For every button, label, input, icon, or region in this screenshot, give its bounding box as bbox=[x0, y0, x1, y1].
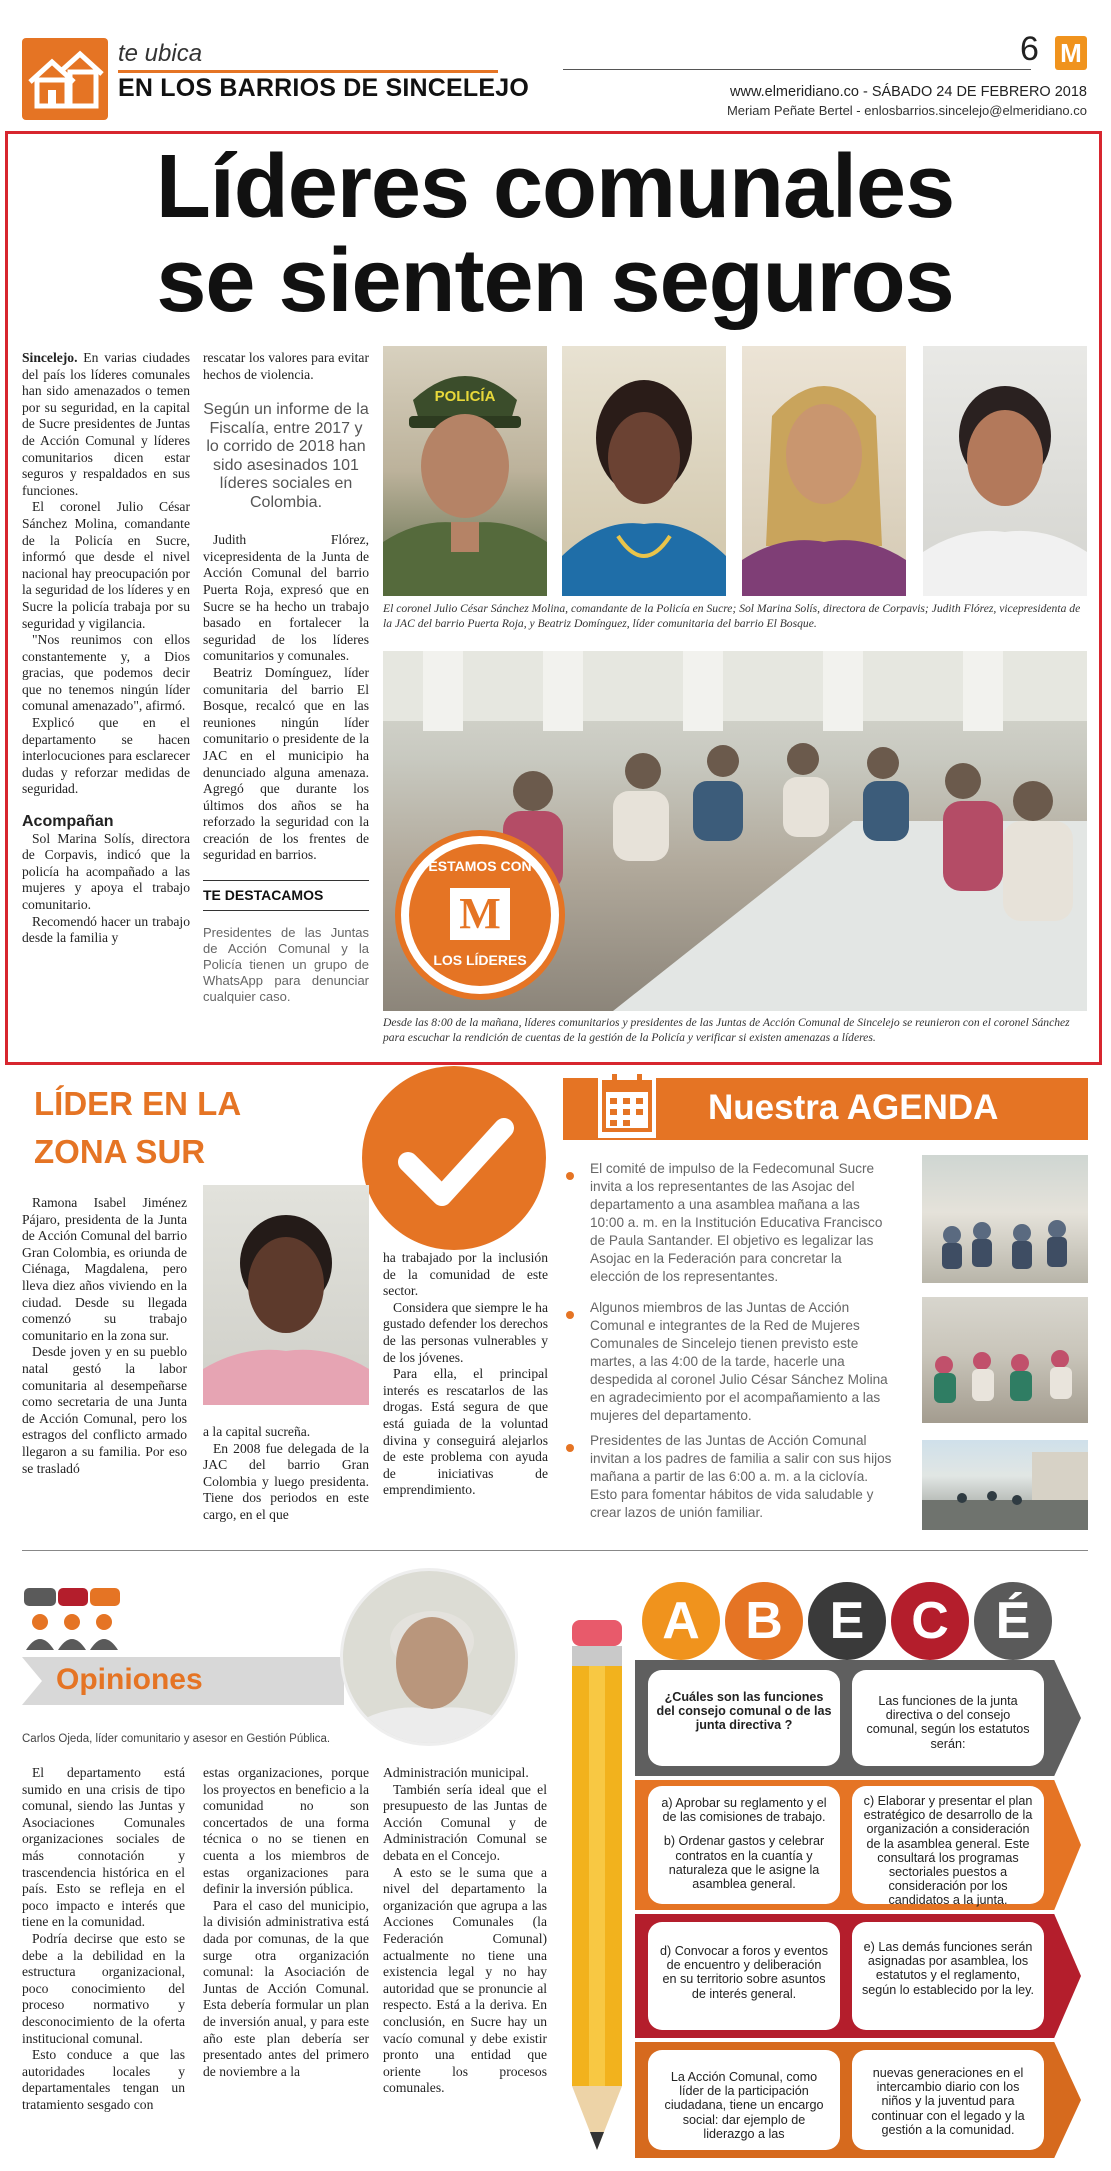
abc-footer-2: nuevas generaciones en el intercambio diario con los niños y la juventud para continuar con el legado y la gestión a la comunidad. bbox=[871, 2066, 1025, 2137]
brand-logo: M bbox=[1055, 36, 1087, 70]
people-icon bbox=[22, 1588, 122, 1650]
story-paragraph: Para ella, el principal interés es rescatarlos de las drogas. Está segura de que está guiada de la voluntad divina y conseguirá alejarlos de este problema con ayuda de iniciativas de emprendimiento. bbox=[383, 1366, 548, 1498]
agenda-photo-1 bbox=[922, 1155, 1088, 1283]
abc-question-box bbox=[648, 1670, 840, 1766]
tagline-divider bbox=[118, 70, 498, 73]
story-column-2 bbox=[203, 350, 369, 1005]
abc-letter: E bbox=[808, 1582, 886, 1660]
story-paragraph: rescatar los valores para evitar hechos de violencia. bbox=[203, 350, 369, 382]
abc-item-box bbox=[852, 1922, 1044, 2030]
photo-colonel bbox=[383, 346, 547, 596]
story-paragraph: estas organizaciones, porque los proyectos en beneficio a la comunidad no son concertados de una forma técnica o no se tienen en cuenta a los miembros de estas organizaciones para definir la inversión pública. bbox=[203, 1765, 369, 1897]
opinion-title: Opiniones bbox=[56, 1663, 203, 1696]
headline-line-1: Líderes comunales bbox=[155, 137, 955, 237]
abc-item-box bbox=[852, 2050, 1044, 2150]
opinion-column-1 bbox=[22, 1765, 185, 2113]
abc-letter: C bbox=[891, 1582, 969, 1660]
abc-item-c: c) Elaborar y presentar el plan estratégico de desarrollo de la organización a consideración de la asamblea general. Este consultará los programas sectoriales puestos a consideración por los candidatos a la junta. bbox=[863, 1794, 1033, 1908]
bullet-icon bbox=[566, 1311, 574, 1319]
abc-item-box bbox=[648, 1922, 840, 2030]
headline-line-2: se sienten seguros bbox=[156, 231, 954, 331]
houses-icon bbox=[22, 38, 108, 120]
section-title: EN LOS BARRIOS DE SINCELEJO bbox=[118, 74, 530, 102]
story-paragraph: En 2008 fue delegada de la JAC del barrio Gran Colombia y luego presidenta. Tiene dos periodos en este cargo, en el que bbox=[203, 1440, 369, 1522]
story-paragraph: Beatriz Domínguez, líder comunitaria del barrio El Bosque, recalcó que en las reuniones ningún líder comunitario o presidente de la JAC en el municipio ha denunciado alguna amenaza. Agregó que durante los últimos dos años se ha reforzado la seguridad con la creación de los frentes de seguridad en barrios. bbox=[203, 664, 369, 863]
columnist-byline: Carlos Ojeda, líder comunitario y asesor en Gestión Pública. bbox=[22, 1733, 331, 1745]
portraits-caption: El coronel Julio César Sánchez Molina, comandante de la Policía en Sucre; Sol Marina Solís, directora de Corpavis; Judith Flórez, vicepresidenta de la JAC del barrio Puerta Roja, y Beatriz Domínguez, líder comunitaria del barrio El Bosque. bbox=[383, 602, 1081, 630]
opinion-column-2 bbox=[203, 1765, 369, 2080]
lider-sur-title-line-1: LÍDER EN LA bbox=[34, 1085, 242, 1122]
story-paragraph: Judith Flórez, vicepresidenta de la Junta de Acción Comunal del barrio Puerta Roja, expresó que en Sucre se ha hecho un trabajo basado en fortalecer la seguridad de los líderes comunitarios y comunales. bbox=[203, 532, 369, 664]
abc-question: ¿Cuáles son las funciones del consejo comunal o de las junta directiva ? bbox=[656, 1690, 832, 1733]
pull-quote: Según un informe de la Fiscalía, entre 2017 y lo corrido de 2018 han sido asesinados 101 líderes sociales en Colombia. bbox=[203, 401, 369, 511]
abc-item-box bbox=[648, 2050, 840, 2150]
abc-item-a: a) Aprobar su reglamento y el de las comisiones de trabajo. bbox=[661, 1796, 827, 1825]
story-paragraph: Ramona Isabel Jiménez Pájaro, presidenta de la Junta de Acción Comunal del barrio Gran Colombia, es oriunda de Ciénaga, Magdalena, pero lleva diez años viviendo en la ciudad. Desde su llegada comenzó su trabajo comunitario en la zona sur. bbox=[22, 1195, 187, 1343]
abc-item-b: b) Ordenar gastos y celebrar contratos en la cuantía y naturaleza que le asigne la asamblea general. bbox=[663, 1834, 825, 1892]
abc-answer-intro: Las funciones de la junta directiva o del consejo comunal, según los estatutos serán: bbox=[866, 1694, 1030, 1751]
bullet-icon bbox=[566, 1444, 574, 1452]
columnist-photo bbox=[340, 1568, 518, 1746]
header-rule bbox=[563, 69, 1031, 70]
abc-item-e: e) Las demás funciones serán asignadas por asamblea, los estatutos y el reglamento, según lo establecido por la ley. bbox=[862, 1940, 1034, 1997]
agenda-item: El comité de impulso de la Fedecomunal Sucre invita a los representantes de las Asojac del departamento a una asamblea mañana a las 10:00 a. m. en la Institución Educativa Francisco de Paula Santander. El objetivo es legalizar las Asojac en la Federación para concretar la elección de los representantes. bbox=[590, 1161, 883, 1284]
main-headline bbox=[30, 137, 1080, 331]
agenda-title: Nuestra AGENDA bbox=[708, 1088, 999, 1127]
seal-logo: M bbox=[450, 888, 510, 940]
agenda-photo-3 bbox=[922, 1440, 1088, 1530]
story-paragraph: El coronel Julio César Sánchez Molina, comandante de la Policía en Sucre, informó que desde el nivel nacional hay preocupación por la seguridad de los líderes y en Sucre la policía trabaja por su seguridad y vigilancia. bbox=[22, 499, 190, 631]
lider-sur-column-1 bbox=[22, 1195, 187, 1477]
story-paragraph: El departamento está sumido en una crisis de tipo comunal, siendo las Juntas y Asociaciones Comunales organizaciones sociales de más connotación y trascendencia histórica en el país. Esto se refleja en el poco impacto e interés que tiene en la comunidad. bbox=[22, 1765, 185, 1930]
site-date-line: www.elmeridiano.co - SÁBADO 24 DE FEBRERO 2018 bbox=[730, 84, 1087, 100]
story-paragraph: También sería ideal que el presupuesto de las Juntas de Acción Comunal y de Administración Comunal se debata en el Concejo. bbox=[383, 1781, 547, 1863]
pencil-icon bbox=[562, 1620, 632, 2160]
destacamos-rule bbox=[203, 880, 369, 881]
page-number: 6 bbox=[1020, 30, 1039, 68]
campaign-seal bbox=[395, 830, 565, 1000]
section-divider bbox=[22, 1550, 1088, 1551]
story-paragraph: Recomendó hacer un trabajo desde la familia y bbox=[22, 913, 190, 946]
photo-beatriz bbox=[923, 346, 1087, 596]
bullet-icon bbox=[566, 1172, 574, 1180]
abc-answer-intro-box bbox=[852, 1670, 1044, 1766]
abc-letter: É bbox=[974, 1582, 1052, 1660]
subheading: Acompañan bbox=[22, 813, 114, 831]
story-paragraph: A esto se le suma que a nivel del departamento la organización que agrupa a las Acciones Comunales (la Federación Comunal) actualmente no tiene una existencia legal y no hay autoridad que se pronuncie al respecto. Está a la deriva. En conclusión, en Sucre hay un vacío comunal y debe existir pronto una entidad que oriente los procesos comunales. bbox=[383, 1864, 547, 2096]
story-paragraph: Explicó que en el departamento se hacen interlocuciones para esclarecer dudas y reforzar medidas de seguridad. bbox=[22, 715, 190, 797]
abc-letter: A bbox=[642, 1582, 720, 1660]
author-email-line: Meriam Peñate Bertel - enlosbarrios.sincelejo@elmeridiano.co bbox=[726, 103, 1087, 118]
meeting-caption: Desde las 8:00 de la mañana, líderes comunitarios y presidentes de las Juntas de Acción Comunal de Sincelejo se reunieron con el coronel Sánchez para escuchar la rendición de cuentas de la gestión de la Policía y verificar si existen amenazas a líderes. bbox=[383, 1016, 1070, 1044]
abc-item-box bbox=[648, 1786, 840, 1904]
photo-ramona bbox=[203, 1185, 369, 1405]
story-paragraph: Administración municipal. bbox=[383, 1765, 529, 1780]
dateline: Sincelejo. bbox=[22, 350, 78, 365]
story-paragraph: En varias ciudades del país los líderes comunales han sido amenazados o temen por su seguridad, en la capital de Sucre presidentes de Juntas de Acción Comunal y líderes comunitarios dicen estar seguros y respaldados en sus funciones. bbox=[22, 350, 190, 498]
story-paragraph: Desde joven y en su pueblo natal gestó la labor comunitaria al desempeñarse como secretaria de una Junta de Acción Comunal, pero los estragos del conflicto armado llegaron a su familia. Por eso se trasladó bbox=[22, 1344, 187, 1476]
abc-item-d: d) Convocar a foros y eventos de encuentro y deliberación en su territorio sobre asuntos de interés general. bbox=[660, 1944, 828, 2001]
check-badge bbox=[362, 1066, 546, 1250]
story-paragraph: Sol Marina Solís, directora de Corpavis, indicó que la policía ha acompañado a las mujeres y apoya el trabajo comunitario. bbox=[22, 830, 190, 912]
bar-notch bbox=[22, 1657, 42, 1705]
agenda-item: Presidentes de las Juntas de Acción Comunal invitan a los padres de familia a salir con sus hijos mañana a partir de las 6:00 a. m. a la ciclovía. Esto para fomentar hábitos de vida saludable y crear lazos de unión familiar. bbox=[590, 1433, 892, 1520]
story-paragraph: Podría decirse que esto se debe a la debilidad en la estructura organizacional, poco conocimiento del proceso normativo y desconocimiento de la oferta institucional comunal. bbox=[22, 1930, 185, 2046]
opinion-column-3 bbox=[383, 1765, 547, 2097]
lider-sur-column-2 bbox=[203, 1424, 369, 1524]
story-paragraph: Esto conduce a que las autoridades locales y departamentales tengan un tratamiento sesgado con bbox=[22, 2047, 185, 2112]
seal-top-text: ESTAMOS CON bbox=[428, 858, 532, 874]
story-paragraph: "Nos reunimos con ellos constantemente y, a Dios gracias, que podemos decir que no tenemos ningún líder comunal amenazado", afirmó. bbox=[22, 632, 190, 714]
calendar-icon bbox=[598, 1068, 656, 1138]
checkmark-icon bbox=[362, 1066, 546, 1250]
abc-footer-1: La Acción Comunal, como líder de la participación ciudadana, tiene un encargo social: dar ejemplo de liderazgo a las bbox=[664, 2070, 824, 2141]
agenda-item: Algunos miembros de las Juntas de Acción Comunal e integrantes de la Red de Mujeres Comunales de Sincelejo tienen previsto este martes, a las 4:00 de la tarde, hacerle una despedida al coronel Julio César Sánchez Molina en agradecimiento por el acompañamiento a las mujeres del departamento. bbox=[590, 1300, 888, 1423]
story-paragraph: ha trabajado por la inclusión de la comunidad de este sector. bbox=[383, 1250, 548, 1299]
seal-bottom-text: LOS LÍDERES bbox=[433, 952, 527, 968]
section-logo bbox=[22, 38, 108, 120]
story-paragraph: Para el caso del municipio, la división administrativa está dada por comunas, de la que surge otra organización comunal: la Asociación de Juntas de Acción Comunal. Esta debería formular un plan de inversión anual, y para este año este plan debería ser presentado antes del primero de noviembre a la bbox=[203, 1897, 369, 2079]
cap-label: POLICÍA bbox=[434, 388, 496, 405]
abc-letter: B bbox=[725, 1582, 803, 1660]
photo-judith bbox=[742, 346, 906, 596]
destacamos-title: TE DESTACAMOS bbox=[203, 887, 324, 904]
story-paragraph: Considera que siempre le ha gustado defender los derechos de las personas vulnerables y de los jóvenes. bbox=[383, 1299, 548, 1365]
destacamos-text: Presidentes de las Juntas de Acción Comunal y la Policía tienen un grupo de WhatsApp para denunciar cualquier caso. bbox=[203, 924, 369, 1004]
lider-sur-title bbox=[34, 1080, 241, 1176]
lider-sur-column-3 bbox=[383, 1250, 548, 1499]
section-tagline: te ubica bbox=[118, 40, 203, 67]
lider-sur-title-line-2: ZONA SUR bbox=[34, 1133, 206, 1170]
abc-item-box bbox=[852, 1786, 1044, 1908]
agenda-photo-2 bbox=[922, 1297, 1088, 1423]
destacamos-rule bbox=[203, 910, 369, 911]
story-paragraph: a la capital sucreña. bbox=[203, 1424, 311, 1439]
photo-sol-marina bbox=[562, 346, 726, 596]
story-column-1 bbox=[22, 350, 190, 947]
